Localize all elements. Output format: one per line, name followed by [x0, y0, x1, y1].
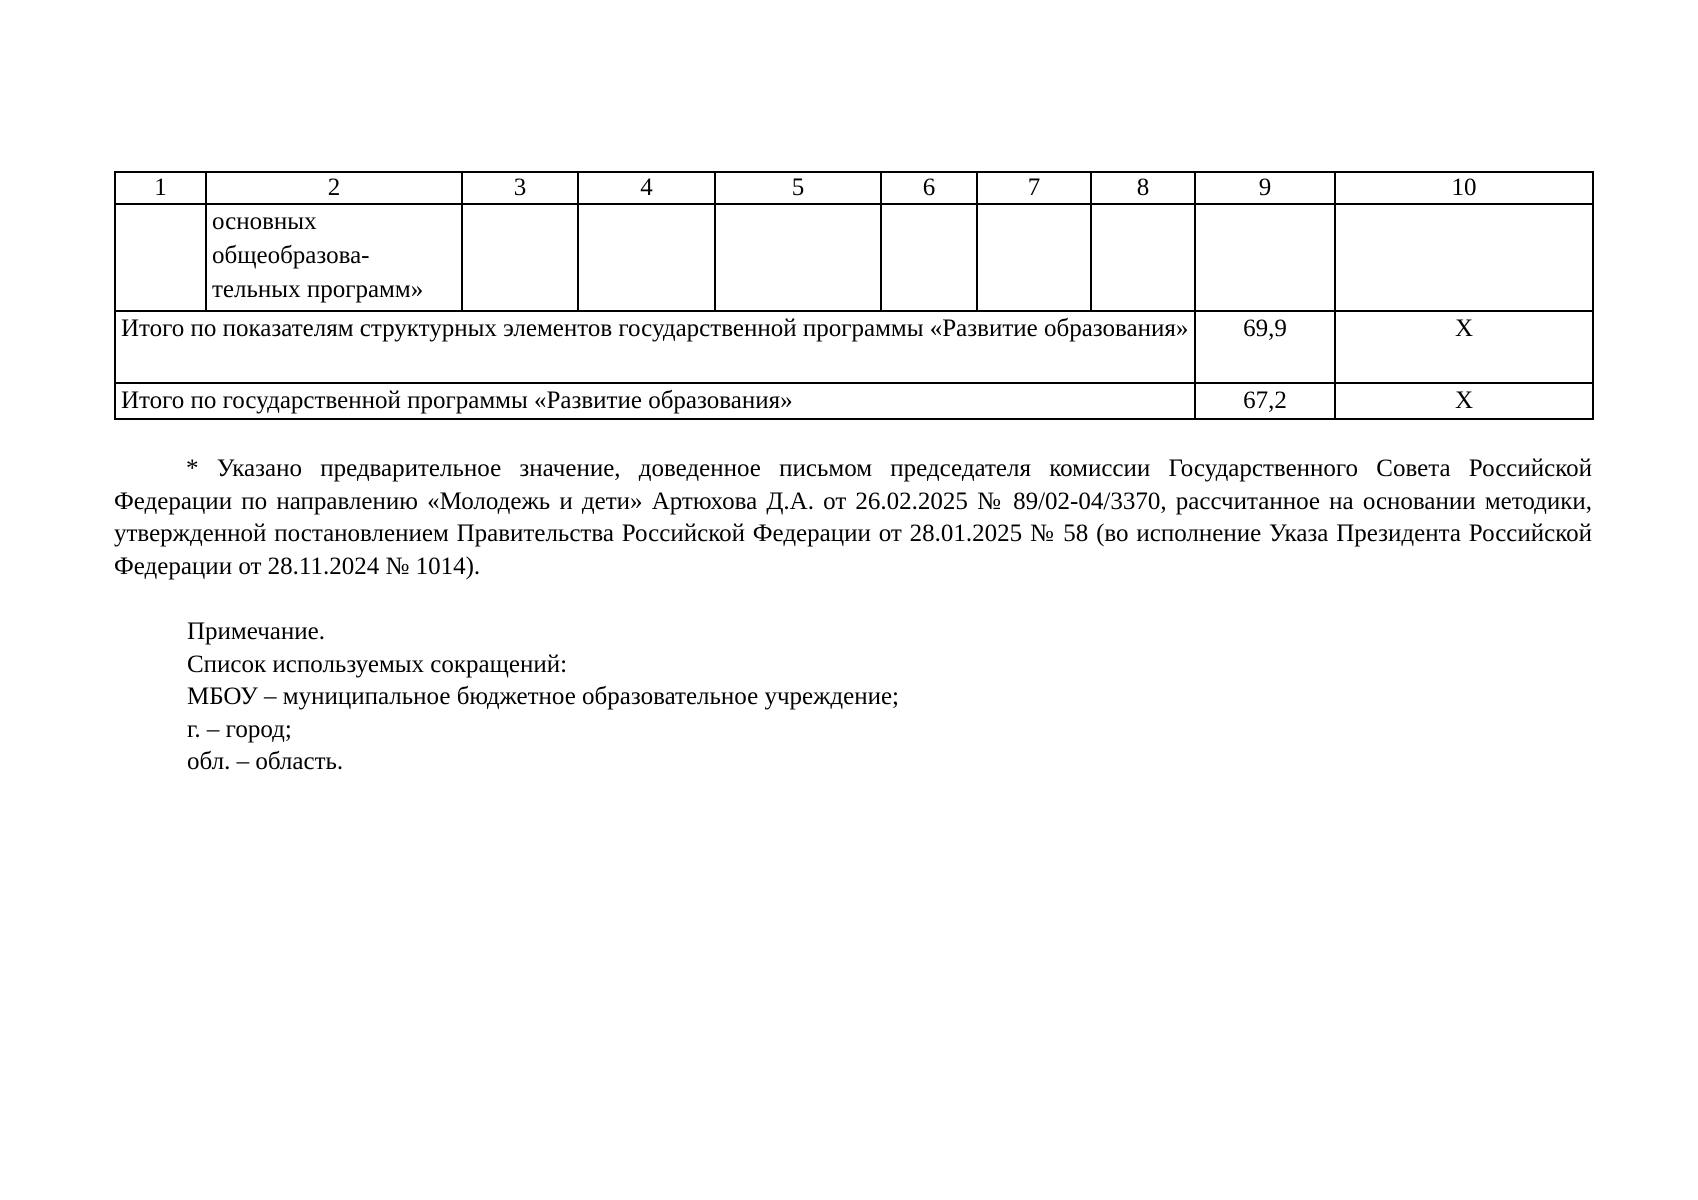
column-number: 8 — [1091, 172, 1195, 204]
table-cell — [977, 204, 1091, 311]
total-structural-label: Итого по показателям структурных элементов государственной программы «Развитие образования» — [115, 311, 1195, 383]
table-cell — [1335, 204, 1593, 311]
table-cell — [1195, 204, 1335, 311]
abbreviation-item: обл. – область. — [187, 748, 344, 775]
notes-block — [187, 616, 899, 779]
column-number: 3 — [462, 172, 578, 204]
program-name-line: основных — [212, 208, 317, 235]
table-cell — [578, 204, 715, 311]
table-cell — [1091, 204, 1195, 311]
total-program-mark: X — [1335, 383, 1593, 419]
abbreviation-item: МБОУ – муниципальное бюджетное образовательное учреждение; — [187, 683, 899, 710]
total-program-label: Итого по государственной программы «Развитие образования» — [115, 383, 1195, 419]
column-number: 9 — [1195, 172, 1335, 204]
table-cell — [881, 204, 977, 311]
column-number: 4 — [578, 172, 715, 204]
indicators-table — [114, 171, 1594, 420]
total-program-value: 67,2 — [1195, 383, 1335, 419]
notes-title: Примечание. — [187, 618, 326, 645]
table-cell — [115, 204, 206, 311]
program-name-line: общеобразова- — [212, 242, 370, 269]
program-name-cell — [206, 204, 462, 311]
notes-subtitle: Список используемых сокращений: — [187, 650, 568, 678]
total-structural-row — [115, 311, 1593, 383]
program-name-line: тельных программ» — [212, 276, 424, 303]
total-program-row — [115, 383, 1593, 419]
total-structural-value: 69,9 — [1195, 311, 1335, 383]
table-row — [115, 204, 1593, 311]
column-number: 2 — [206, 172, 462, 204]
column-number: 5 — [715, 172, 881, 204]
table-header-row — [115, 172, 1593, 204]
footnote: * Указано предварительное значение, доведенное письмом председателя комиссии Государственного Совета Российской Федерации по направлению «Молодежь и дети» Артюхова Д.А. от 26.02.2025 № 89/02-04/3370, рассчитанное на основании методики, утвержденной постановлением Правительства Российской Федерации от 28.01.2025 № 58 (во исполнение Указа Президента Российской Федерации от 28.11.2024 № 1014). — [114, 455, 1592, 580]
column-number: 10 — [1335, 172, 1593, 204]
total-structural-mark: X — [1335, 311, 1593, 383]
table-cell — [715, 204, 881, 311]
table-cell — [462, 204, 578, 311]
column-number: 6 — [881, 172, 977, 204]
abbreviation-item: г. – город; — [187, 715, 292, 743]
column-number: 7 — [977, 172, 1091, 204]
column-number: 1 — [115, 172, 206, 204]
